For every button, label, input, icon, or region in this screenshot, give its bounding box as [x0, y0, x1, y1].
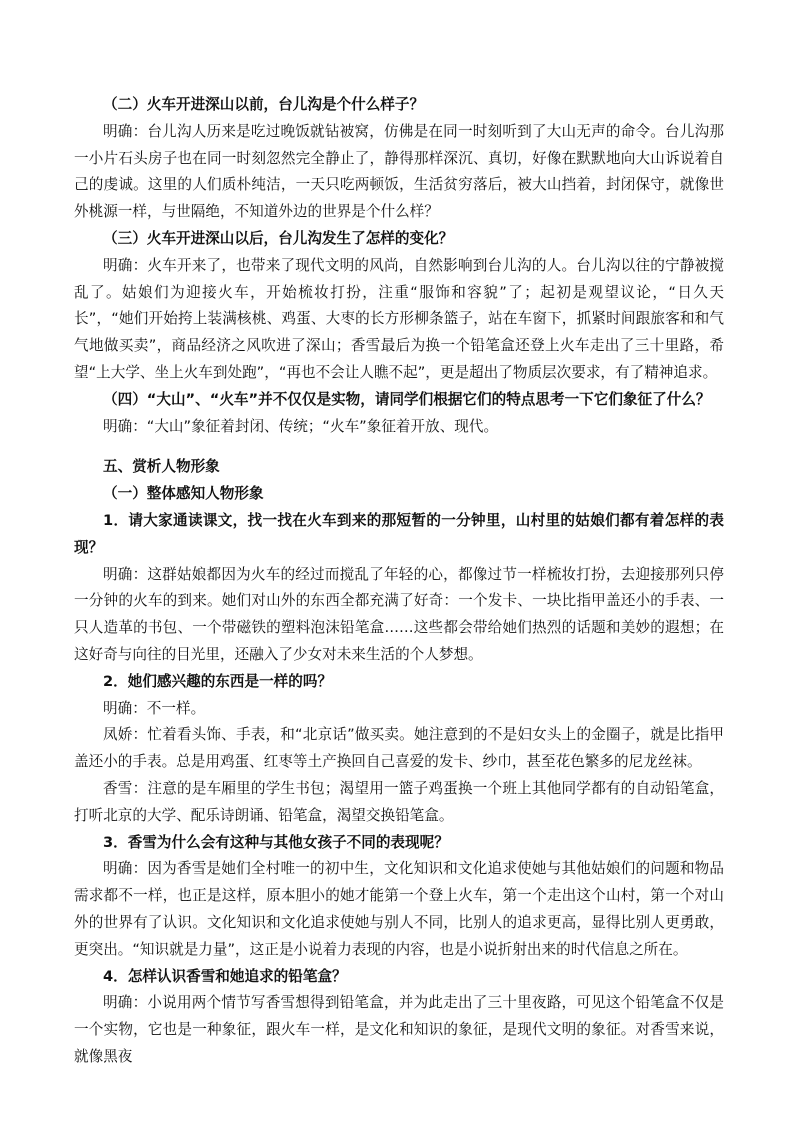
- document-body: [74, 92, 724, 1071]
- section-gap: [74, 440, 724, 454]
- question-heading-2: （二）火车开进深山以前，台儿沟是个什么样子？: [103, 96, 425, 113]
- answer-paragraph: 明确：小说用两个情节写香雪想得到铅笔盒，并为此走出了三十里夜路，可见这个铅笔盒不仅是一个实物，它也是一种象征，跟火车一样，是文化和知识的象征，是现代文明的象征。对香雪来说，就像黑夜: [74, 994, 724, 1065]
- answer-paragraph: 明确：“大山”象征着封闭、传统；“火车”象征着开放、现代。: [103, 417, 499, 435]
- answer-paragraph: 明确：不一样。: [103, 699, 206, 717]
- answer-paragraph: 明确：火车开来了，也带来了现代文明的风尚，自然影响到台儿沟的人。台儿沟以往的宁静被搅乱了。姑娘们为迎接火车，开始梳妆打扮，注重“服饰和容貌”了；起初是观望议论，“日久天长”，“她们开始挎上装满核桃、鸡蛋、大枣的长方形柳条篮子，站在车窗下，抓紧时间跟旅客和和气气地做买卖”，商品经济之风吹进了深山；香雪最后为换一个铅笔盒还登上火车走出了三十里路，希望“上大学、坐上火车到处跑”，“再也不会让人瞧不起”，更是超出了物质层次要求，有了精神追求。: [74, 256, 724, 381]
- question-2: 2．她们感兴趣的东西是一样的吗？: [103, 672, 333, 690]
- question-heading-3: （三）火车开进深山以后，台儿沟发生了怎样的变化？: [103, 229, 454, 247]
- answer-paragraph: 凤娇：忙着看头饰、手表，和“北京话”做买卖。她注意到的不是妇女头上的金圈子，就是比指甲盖还小的手表。总是用鸡蛋、红枣等土产换回自己喜爱的发卡、纱巾，甚至花色繁多的尼龙丝袜。: [74, 726, 724, 771]
- question-4: 4．怎样认识香雪和她追求的铅笔盒？: [103, 967, 347, 985]
- answer-paragraph: 明确：因为香雪是她们全村唯一的初中生，文化知识和文化追求使她与其他姑娘们的问题和物品需求都不一样，也正是这样，原本胆小的她才能第一个登上火车，第一个走出这个山村，第一个对山外的世界有了认识。文化知识和文化追求使她与别人不同，比别人的追求更高，显得比别人更勇敢，更突出。“知识就是力量”，这正是小说着力表现的内容，也是小说折射出来的时代信息之所在。: [74, 860, 724, 958]
- answer-paragraph: 明确：这群姑娘都因为火车的经过而搅乱了年轻的心，都像过节一样梳妆打扮，去迎接那列只停一分钟的火车的到来。她们对山外的东西全都充满了好奇：一个发卡、一块比指甲盖还小的手表、一只人造革的书包、一个带磁铁的塑料泡沫铅笔盒……这些都会带给她们热烈的话题和美妙的遐想；在这好奇与向往的目光里，还融入了少女对未来生活的个人梦想。: [74, 565, 724, 663]
- subsection-heading: （一）整体感知人物形象: [103, 485, 264, 503]
- question-heading-4: （四）“大山”、“火车”并不仅仅是实物，请同学们根据它们的特点思考一下它们象征了什么？: [103, 390, 711, 408]
- answer-paragraph: 香雪：注意的是车厢里的学生书包；渴望用一篮子鸡蛋换一个班上其他同学都有的自动铅笔盒，打听北京的大学、配乐诗朗诵、铅笔盒，渴望交换铅笔盒。: [74, 779, 724, 824]
- question-1: 1．请大家通读课文，找一找在火车到来的那短暂的一分钟里，山村里的姑娘们都有着怎样的表现？: [74, 511, 724, 556]
- answer-paragraph: 明确：台儿沟人历来是吃过晚饭就钻被窝，仿佛是在同一时刻听到了大山无声的命令。台儿沟那一小片石头房子也在同一时刻忽然完全静止了，静得那样深沉、真切，好像在默默地向大山诉说着自己的虔诚。这里的人们质朴纯洁，一天只吃两顿饭，生活贫穷落后，被大山挡着，封闭保守，就像世外桃源一样，与世隔绝，不知道外边的世界是个什么样？: [74, 122, 724, 221]
- question-3: 3．香雪为什么会有这种与其他女孩子不同的表现呢？: [103, 833, 449, 851]
- section-heading-5: 五、赏析人物形象: [103, 458, 220, 476]
